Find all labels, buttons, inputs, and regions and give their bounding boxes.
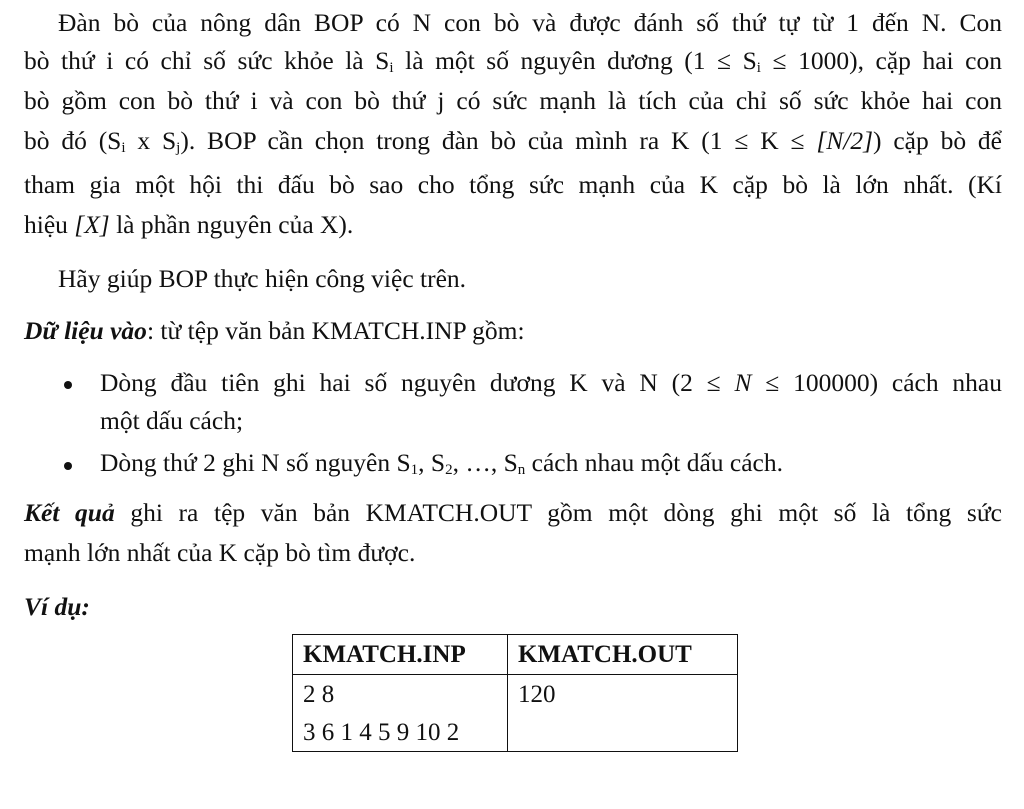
table-header: KMATCH.OUT	[508, 635, 738, 675]
subscript: j	[176, 140, 181, 156]
output-section-line2	[24, 540, 415, 566]
paragraph1-line1	[58, 10, 1002, 36]
text: , …, S	[452, 448, 518, 477]
input-line: 2 8	[303, 681, 335, 708]
bullet1-line2	[100, 408, 243, 434]
text: hiệu	[24, 210, 75, 239]
floor-expression: [N/2]	[816, 126, 874, 155]
table-header-row	[293, 635, 738, 675]
table-header: KMATCH.INP	[293, 635, 508, 675]
text: ). BOP cần chọn trong đàn bò của mình ra K (1 ≤ K ≤	[180, 126, 817, 155]
output-line: 120	[518, 681, 556, 708]
example-label	[24, 594, 90, 620]
variable: N	[734, 368, 752, 397]
subscript: i	[121, 140, 126, 156]
subscript: i	[389, 60, 394, 76]
paragraph1-line2	[24, 48, 1002, 74]
output-label: Kết quả	[24, 498, 115, 527]
bullet2-line	[100, 450, 783, 476]
table-row	[293, 675, 738, 752]
text: mạnh lớn nhất của K cặp bò tìm được.	[24, 538, 416, 567]
text: ≤ 1000), cặp hai con	[760, 46, 1002, 75]
text: tham gia một hội thi đấu bò sao cho tổng sức mạnh của K cặp bò là lớn nhất. (Kí	[24, 170, 1002, 199]
text: Hãy giúp BOP thực hiện công việc trên.	[58, 264, 467, 293]
text: bò thứ i có chỉ số sức khỏe là S	[24, 46, 390, 75]
text: cách nhau một dấu cách.	[525, 448, 783, 477]
text: bò gồm con bò thứ i và con bò thứ j có sức mạnh là tích của chỉ số sức khỏe hai con	[24, 86, 1002, 115]
input-label: Dữ liệu vào	[24, 316, 147, 345]
subscript: n	[517, 462, 526, 478]
floor-expression: [X]	[74, 210, 110, 239]
bullet1-line1	[100, 370, 1002, 396]
subscript: 2	[445, 462, 453, 478]
paragraph1-line5	[24, 172, 1002, 198]
text: một dấu cách;	[100, 406, 244, 435]
text: bò đó (S	[24, 126, 122, 155]
text: x S	[125, 126, 177, 155]
text: là một số nguyên dương (1 ≤ S	[393, 46, 757, 75]
paragraph1-line6	[24, 212, 353, 238]
bullet-icon	[64, 381, 72, 389]
text: ≤ 100000) cách nhau	[751, 368, 1002, 397]
text: là phần nguyên của X).	[109, 210, 354, 239]
text: Ví dụ:	[24, 592, 90, 621]
text: Dòng đầu tiên ghi hai số nguyên dương K và N (2 ≤	[100, 368, 735, 397]
paragraph1-line3	[24, 88, 1002, 114]
text: , S	[418, 448, 446, 477]
text: Đàn bò của nông dân BOP có N con bò và được đánh số thứ tự từ 1 đến N. Con	[58, 8, 1002, 37]
input-line: 3 6 1 4 5 9 10 2	[303, 719, 460, 746]
paragraph1-line4	[24, 128, 1002, 154]
text: : từ tệp văn bản KMATCH.INP gồm:	[146, 316, 525, 345]
example-table	[292, 634, 738, 752]
input-section-heading	[24, 318, 525, 344]
text: Dòng thứ 2 ghi N số nguyên S	[100, 448, 411, 477]
subscript: 1	[410, 462, 419, 478]
text: ghi ra tệp văn bản KMATCH.OUT gồm một dòng ghi một số là tổng sức	[114, 498, 1002, 527]
table-cell-output	[508, 675, 738, 752]
output-section-line1	[24, 500, 1002, 526]
table-cell-input	[293, 675, 508, 752]
paragraph2	[58, 266, 466, 292]
text: ) cặp bò để	[873, 126, 1002, 155]
bullet-icon	[64, 462, 72, 470]
subscript: i	[756, 60, 761, 76]
